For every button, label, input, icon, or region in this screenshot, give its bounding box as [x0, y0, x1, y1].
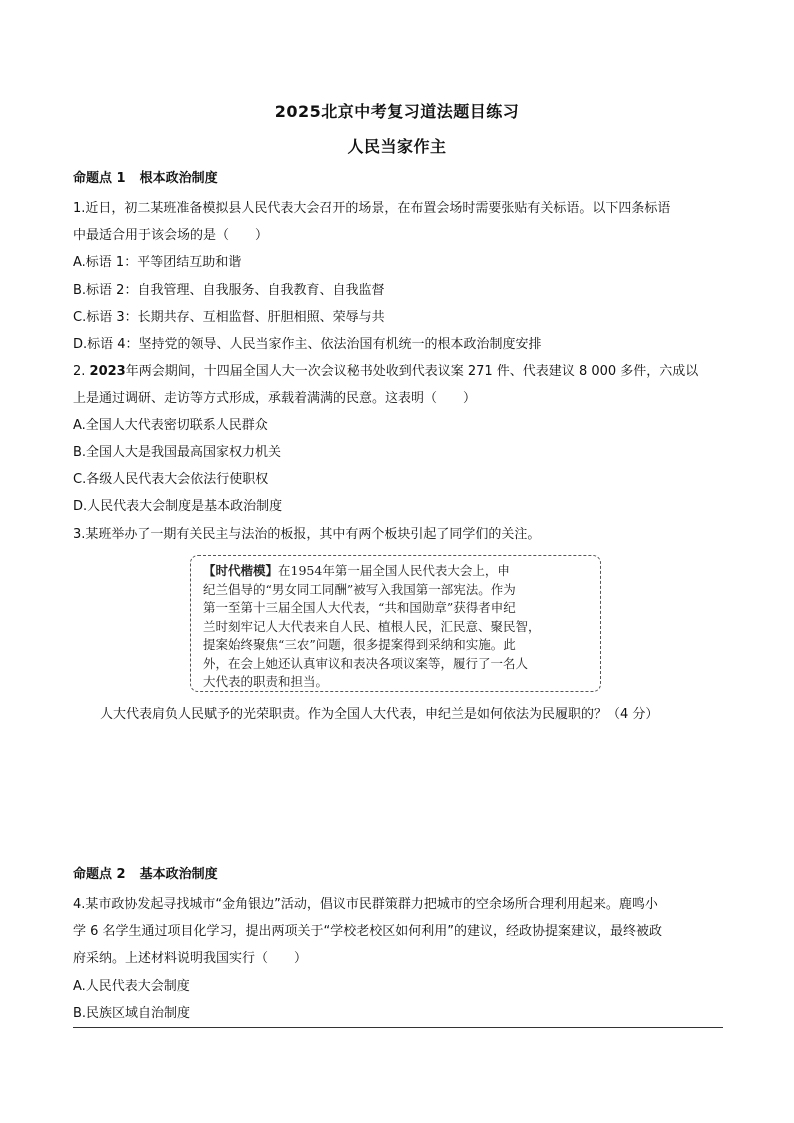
section-heading-1 [73, 170, 723, 188]
q2-option-d: D.人民代表大会制度是基本政治制度 [73, 499, 283, 514]
footer-rule [73, 1027, 723, 1028]
q2-stem-line1 [73, 363, 723, 381]
section-heading-2 [73, 866, 723, 884]
section-name: 基本政治制度 [139, 867, 218, 882]
q4-option-b: B.民族区域自治制度 [73, 1006, 191, 1021]
q2-option-b: B.全国人大是我国最高国家权力机关 [73, 445, 282, 460]
box-line: 兰时刻牢记人大代表来自人民、植根人民，汇民意、聚民智， [203, 618, 541, 634]
q1-option-b: B.标语 2：自我管理、自我服务、自我教育、自我监督 [73, 283, 385, 298]
q2-stem-line2: 上是通过调研、走访等方式形成，承载着满满的民意。这表明（ ） [73, 391, 477, 406]
q2-option-c: C.各级人民代表大会依法行使职权 [73, 472, 269, 487]
q2-stem-rest: 年两会期间，十四届全国人大一次会议秘书处收到代表议案 271 件、代表建议 8 000 多件，六成以 [125, 364, 699, 379]
box-line: 第一至第十三届全国人大代表，“共和国勋章”获得者申纪 [203, 600, 516, 615]
q1-option-a: A.标语 1：平等团结互助和谐 [73, 255, 242, 270]
q1-stem-line2: 中最适合用于该会场的是（ ） [73, 228, 269, 243]
section-label: 命题点 2 [73, 867, 126, 882]
document-subtitle: 人民当家作主 [347, 137, 447, 156]
q1-stem-line1: 1.近日，初二某班准备模拟县人民代表大会召开的场景，在布置会场时需要张贴有关标语。以下四条标语 [73, 201, 671, 216]
q4-stem-line3: 府采纳。上述材料说明我国实行（ ） [73, 951, 308, 966]
q2-option-a: A.全国人大代表密切联系人民群众 [73, 418, 268, 433]
q3-stem: 3.某班举办了一期有关民主与法治的板报，其中有两个板块引起了同学们的关注。 [73, 527, 541, 542]
q1-option-d: D.标语 4：坚持党的领导、人民当家作主、依法治国有机统一的根本政治制度安排 [73, 337, 542, 352]
box-line: 提案始终聚焦“三农”问题，很多提案得到采纳和实施。此 [203, 637, 516, 652]
q4-stem-line2: 学 6 名学生通过项目化学习，提出两项关于“学校老校区如何利用”的建议，经政协提案建议，最终被政 [73, 924, 663, 939]
q3-question: 人大代表肩负人民赋予的光荣职责。作为全国人大代表，申纪兰是如何依法为民履职的？（4 分） [100, 707, 659, 722]
q4-option-a: A.人民代表大会制度 [73, 979, 190, 994]
q2-number: 2. [73, 364, 86, 379]
model-figure-box [190, 555, 601, 692]
q1-option-c: C.标语 3：长期共存、互相监督、肝胆相照、荣辱与共 [73, 310, 385, 325]
box-line: 纪兰倡导的“男女同工同酬”被写入我国第一部宪法。作为 [203, 581, 516, 597]
q4-stem-line1: 4.某市政协发起寻找城市“金角银边”活动，倡议市民群策群力把城市的空余场所合理利用起来。鹿鸣小 [73, 897, 658, 912]
box-line: 外，在会上她还认真审议和表决各项议案等，履行了一名人 [203, 655, 529, 671]
q2-year: 2023 [89, 364, 126, 379]
box-line [203, 562, 590, 581]
section-name: 根本政治制度 [139, 171, 218, 186]
section-label: 命题点 1 [73, 171, 126, 186]
box-line-text: 在1954年第一届全国人民代表大会上，申 [278, 563, 510, 578]
document-title: 2025北京中考复习道法题目练习 [274, 102, 520, 121]
box-line: 大代表的职责和担当。 [203, 674, 329, 689]
box-tag: 【时代楷模】 [203, 563, 279, 578]
